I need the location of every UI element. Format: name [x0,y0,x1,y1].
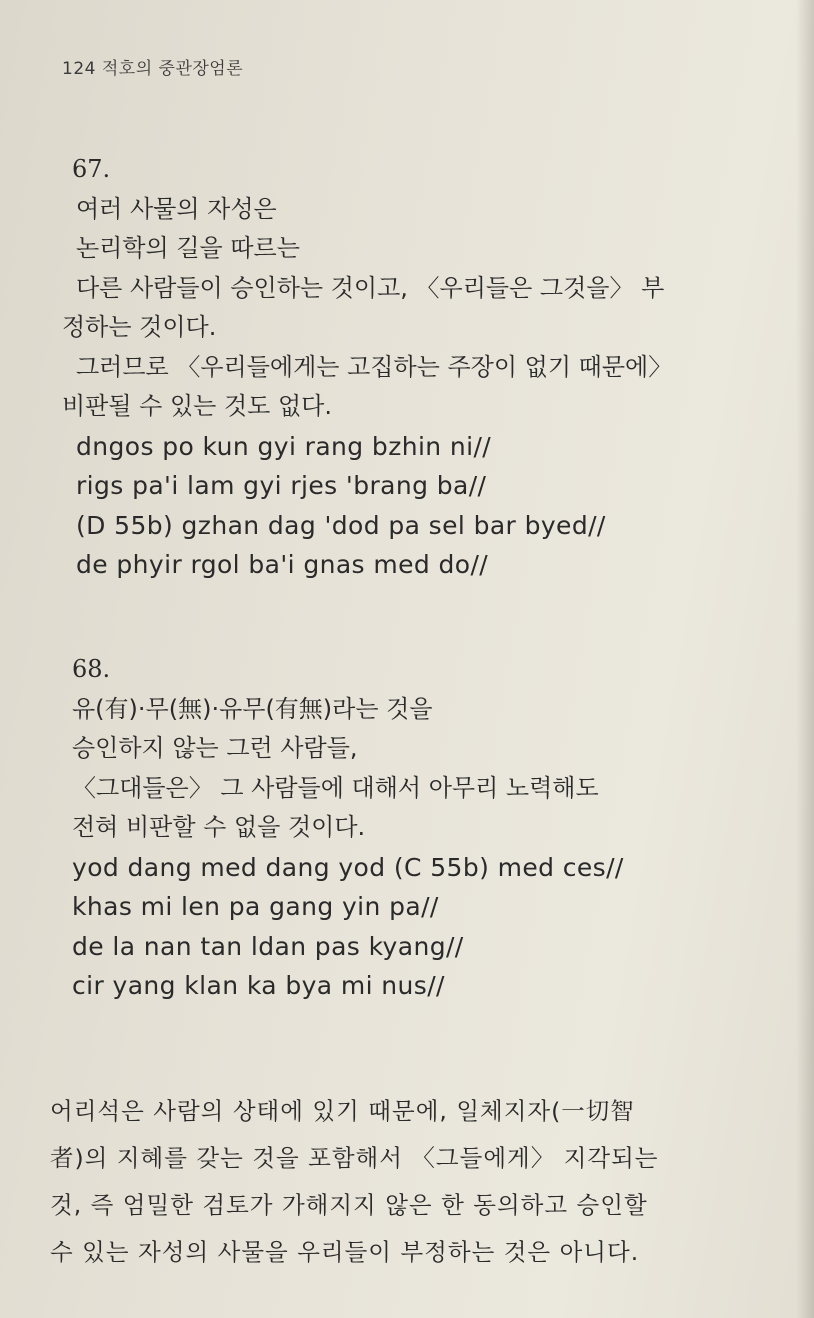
tibetan-line: rigs pa'i lam gyi rjes 'brang ba// [76,471,487,500]
tibetan-line: dngos po kun gyi rang bzhin ni// [76,431,492,461]
verse-line: 유(有)·무(無)·유무(有無)라는 것을 [72,694,433,723]
commentary-line: 者)의 지혜를 갖는 것을 포함해서 〈그들에게〉 지각되는 [50,1144,659,1172]
page-edge-shadow [796,0,814,1318]
verse-line: 논리학의 길을 따르는 [76,234,300,262]
verse-line: 비판될 수 있는 것도 없다. [62,392,332,420]
verse-line: 다른 사람들이 승인하는 것이고, 〈우리들은 그것을〉 부 [76,273,665,302]
commentary-line: 것, 즉 엄밀한 검토가 가해지지 않은 한 동의하고 승인할 [50,1191,648,1219]
tibetan-line: de phyir rgol ba'i gnas med do// [76,550,489,579]
tibetan-line: de la nan tan ldan pas kyang// [72,931,464,961]
commentary-line: 어리석은 사람의 상태에 있기 때문에, 일체지자(一切智 [50,1097,635,1125]
verse-67 [62,150,752,585]
verse-line: 전혀 비판할 수 없을 것이다. [72,813,366,841]
running-header: 124 적호의 중관장엄론 [62,59,244,79]
tibetan-line: cir yang klan ka bya mi nus// [72,971,445,1000]
verse-line: 그러므로 〈우리들에게는 고집하는 주장이 없기 때문에〉 [76,352,673,381]
tibetan-line: yod dang med dang yod (C 55b) med ces// [72,852,624,882]
verse-line: 승인하지 않는 그런 사람들, [72,734,358,762]
tibetan-line: khas mi len pa gang yin pa// [72,892,439,921]
tibetan-line: (D 55b) gzhan dag 'dod pa sel bar byed// [76,510,606,540]
verse-68 [72,650,752,1006]
commentary-paragraph [50,1088,762,1276]
verse-number: 68. [72,655,111,683]
verse-line: 정하는 것이다. [62,313,217,341]
verse-line: 여러 사물의 자성은 [76,194,277,223]
verse-number: 67. [72,155,111,183]
verse-line: 〈그대들은〉 그 사람들에 대해서 아무리 노력해도 [72,773,599,802]
commentary-line: 수 있는 자성의 사물을 우리들이 부정하는 것은 아니다. [50,1238,640,1266]
